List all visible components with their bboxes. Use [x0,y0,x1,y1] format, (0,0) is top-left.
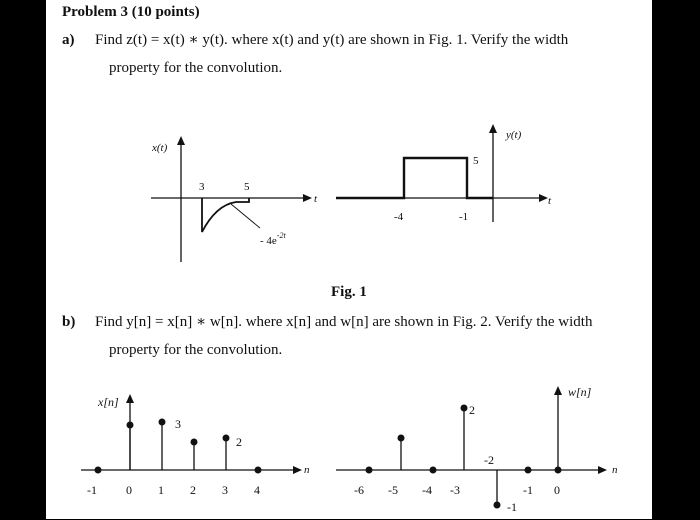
x-stem-n1 [159,419,166,471]
problem-title: Problem 3 (10 points) [62,4,200,20]
x-n-label-1: 1 [158,483,164,497]
fig1-x-curve-label: - $4e^{-2t}$ [260,231,286,247]
fig2-w-xlabel: n [612,464,618,476]
x-n-label-4: 4 [254,483,260,497]
w-n-label-minus6: -6 [354,483,364,497]
w-n-label-0: 0 [554,483,560,497]
fig2-x-ylabel: x[n] [98,395,119,409]
part-b-line1 [62,312,592,331]
fig1-x-plot [146,130,346,280]
x-n-label-0: 0 [126,483,132,497]
x-stem-n0 [127,422,134,471]
part-a-label: a) [62,32,75,48]
w-stem-n-minus5 [398,435,405,471]
part-b-text: Find y[n] = x[n] ∗ w[n]. where x[n] and w[n] are shown in Fig. 2. Verify the width [95,314,593,330]
homework-page [46,0,652,519]
w-stem-n-minus1 [525,467,532,474]
part-a-line2: property for the convolution. [109,60,283,76]
fig2-x-sequence [76,380,326,520]
w-n-label-minus5: -5 [388,483,398,497]
fig1-x-xlabel: t [314,193,318,205]
w-stem-n-minus2 [494,470,501,509]
fig2-x-xlabel: n [304,464,310,476]
x-value-2: 2 [236,435,242,449]
figure-caption: Fig. 1 [331,284,367,300]
fig1-x-ylabel: x(t) [152,142,168,154]
w-stem-n-minus3 [461,405,468,471]
w-n-label-minus3: -3 [450,483,460,497]
fig1-y-height-5: 5 [473,155,479,167]
x-stem-n-minus1 [95,467,102,474]
w-value-minus2: -2 [484,453,494,467]
part-b-line2: property for the convolution. [109,342,283,358]
x-value-3: 3 [175,417,181,431]
fig1-y-xlabel: t [548,195,552,207]
fig1-y-ylabel: y(t) [506,129,522,141]
w-stem-n0 [555,467,562,474]
fig1-y-plot [336,118,566,268]
w-n-label-minus4: -4 [422,483,432,497]
x-stem-n4 [255,467,262,474]
x-n-label-3: 3 [222,483,228,497]
part-b-label: b) [62,314,76,330]
fig1-x-tick-5: 5 [244,181,250,193]
x-n-label-minus1: -1 [87,483,97,497]
fig1-y-tick-minus1: -1 [459,211,469,223]
w-n-label-minus1: -1 [523,483,533,497]
fig2-w-ylabel: w[n] [568,385,592,399]
part-a-text: Find z(t) = x(t) ∗ y(t). where x(t) and y(t) are shown in Fig. 1. Verify the width [95,32,569,48]
x-stem-n2 [191,439,198,471]
w-stem-n-minus4 [430,467,437,474]
fig2-w-sequence [336,380,636,520]
fig1-y-tick-minus4: -4 [394,211,404,223]
x-stem-n3 [223,435,230,471]
w-stem-n-minus6 [366,467,373,474]
part-a-line1 [62,30,568,49]
x-n-label-2: 2 [190,483,196,497]
w-value-2: 2 [469,403,475,417]
fig1-x-tick-3: 3 [199,181,205,193]
w-value-minus1: -1 [507,500,517,514]
